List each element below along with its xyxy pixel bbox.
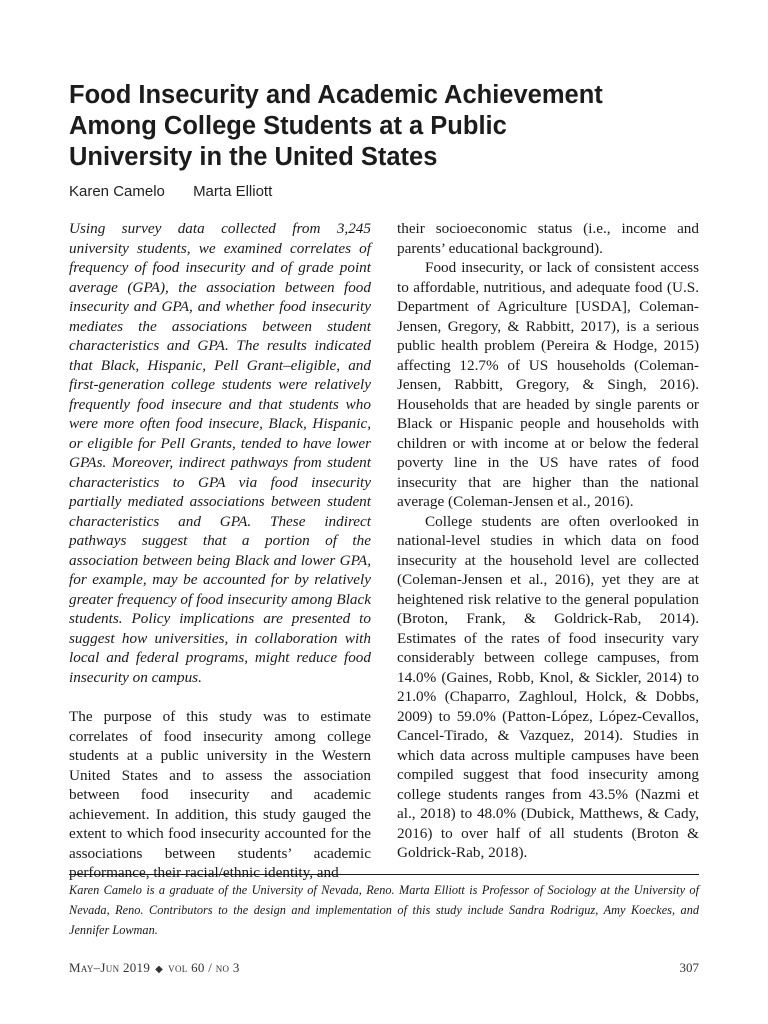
article-title [69,80,709,173]
paragraph-food-insecurity-definition: Food insecurity, or lack of consistent access to affordable, nutritious, and adequate food (U.S. Department of Agriculture [USDA], Coleman-Jensen, Gregory, & Rabbitt, 2017), is a serious public health problem (Pereira & Hodge, 2015) affecting 12.7% of US households (Coleman-Jensen, Rabbitt, Gregory, & Singh, 2016). Households that are headed by single parents or Black or Hispanic people and households with children or with income at or below the federal poverty line in the US have rates of food insecurity that are higher than the national average (Coleman-Jensen et al., 2016). [397,259,699,510]
author-name: Marta Elliott [193,183,273,200]
author-list [69,183,272,200]
volume-number: vol 60 / no 3 [168,960,240,975]
page-footer [69,960,699,980]
author-name: Karen Camelo [69,183,165,200]
left-column [69,219,371,883]
intro-paragraph: The purpose of this study was to estimate correlates of food insecurity among college students at a public university in the Western United States and to assess the association between food insecurity and academic achievement. In addition, this study gauged the extent to which food insecurity accounted for the associations between students’ academic performance, their racial/ethnic identity, and [69,708,371,881]
diamond-separator-icon: ◆ [155,964,164,975]
issue-date: May–Jun 2019 [69,960,151,975]
page-number: 307 [679,960,699,975]
title-line: Food Insecurity and Academic Achievement [69,81,603,109]
paragraph-continuation: their socioeconomic status (i.e., income and parents’ educational background). [397,220,699,257]
journal-issue [69,960,240,976]
title-line: Among College Students at a Public [69,112,507,140]
abstract: Using survey data collected from 3,245 university students, we examined correlates of frequency of food insecurity and of grade point average (GPA), the association between food insecurity and GPA, and whether food insecurity mediates the associations between student characteristics and GPA. The results indicated that Black, Hispanic, Pell Grant–eligible, and first-generation college students were relatively frequently food insecure and that students who were more often food insecure, Black, Hispanic, or eligible for Pell Grants, tended to have lower GPAs. Moreover, indirect pathways from student characteristics to GPA via food insecurity partially mediated associations between student characteristics and GPA. These indirect pathways suggest that a portion of the association between being Black and lower GPA, for example, may be accounted for by relatively greater frequency of food insecurity among Black students. Policy implications are presented to suggest how universities, in collaboration with local and federal programs, might reduce food insecurity on campus. [69,220,371,686]
right-column [397,219,699,863]
title-line: University in the United States [69,143,438,171]
paragraph-college-students: College students are often overlooked in national-level studies in which data on food insecurity at the household level are collected (Coleman-Jensen et al., 2016), yet they are at heightened risk relative to the general population (Broton, Frank, & Goldrick-Rab, 2014). Estimates of the rates of food insecurity vary considerably between college campuses, from 14.0% (Gaines, Robb, Knol, & Sickler, 2014) to 21.0% (Chaparro, Zaghloul, Holck, & Dobbs, 2009) to 59.0% (Patton-López, López-Cevallos, Cancel-Tirado, & Vazquez, 2014). Studies in which data across multiple campuses have been compiled suggest that food insecurity among college students ranges from 43.5% (Nazmi et al., 2018) to 48.0% (Dubick, Matthews, & Cady, 2016) to over half of all students (Broton & Goldrick-Rab, 2018). [397,512,699,861]
footnote-divider [69,874,699,875]
author-footnote: Karen Camelo is a graduate of the University of Nevada, Reno. Marta Elliott is Professor of Sociology at the University of Nevada, Reno. Contributors to the design and implementation of this study include Sandra Rodriguz, Amy Koeckes, and Jennifer Lowman. [69,883,699,937]
